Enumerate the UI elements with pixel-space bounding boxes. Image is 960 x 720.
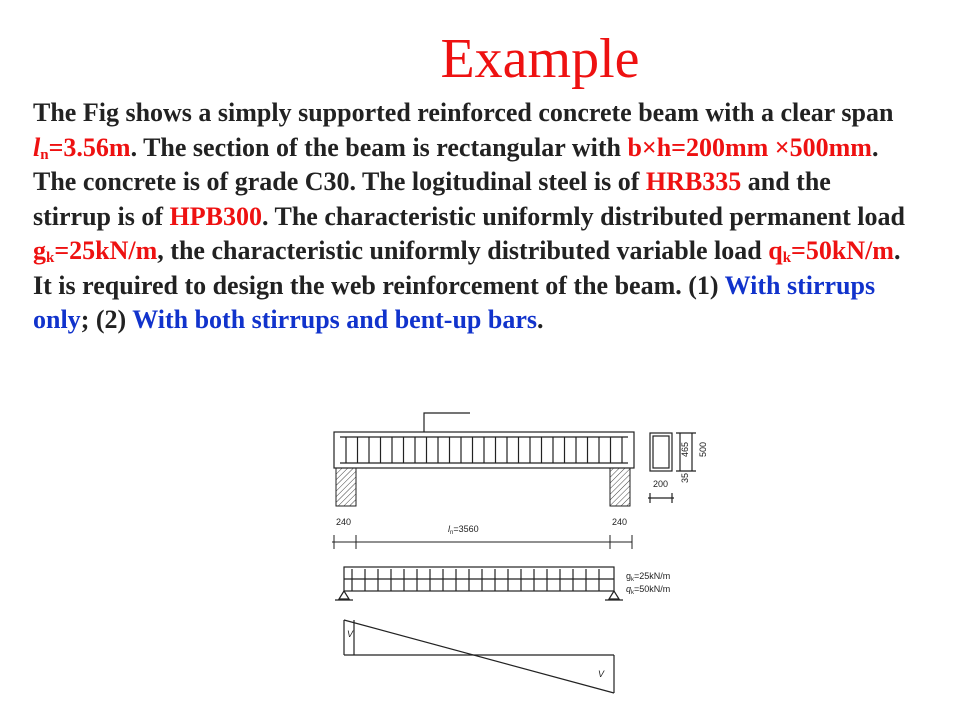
load-diagram [335,567,623,600]
load-arrows [352,569,599,591]
paragraph-segment: . It is required to design the web reinforcement of the beam. (1) [33,236,901,300]
paragraph-segment: With both stirrups and bent-up bars [132,305,538,334]
beam-figure [320,405,720,715]
paragraph-segment: k [782,250,792,266]
dimension-line [332,535,632,549]
support-left-label: 240 [336,517,352,527]
shear-left-label: V [347,629,354,639]
paragraph-segment: n [40,146,49,163]
paragraph-segment: and the stirrup is of [33,167,831,231]
stirrup-lines [346,437,622,463]
supports [336,468,630,506]
paragraph-segment: l [33,132,41,162]
span-label: $l_n=3560$ [448,524,479,536]
section-h-label: 500 [698,441,708,457]
problem-statement [33,96,913,338]
paragraph-segment: =25kN/m [54,236,158,265]
paragraph-segment: HPB300 [169,201,262,231]
paragraph-segment: =50kN/m [791,236,894,265]
paragraph-segment: , the characteristic uniformly distributed variable load [157,236,769,265]
paragraph-segment: . [537,305,544,334]
paragraph-segment: q [768,236,783,265]
paragraph-segment: . The section of the beam is rectangular with [130,132,628,162]
section-h0-label: 465 [680,441,690,457]
paragraph-segment: g [33,236,46,265]
beam-elevation [334,413,634,468]
paragraph-segment: =3.56m [48,132,131,162]
support-right-label: 240 [612,517,628,527]
paragraph-segment: k [46,250,55,266]
paragraph-segment: . The concrete is of grade C30. The logitudinal steel is of [33,132,879,196]
paragraph-segment: ; (2) [80,305,133,334]
section-width-label: 200 [653,479,669,489]
section-cover-label: 35 [680,472,690,483]
load-g-label: $g_k=25kN/m$ [626,571,671,583]
paragraph-segment: The Fig shows a simply supported reinforced concrete beam with a clear span [33,98,894,127]
load-q-label: $q_k=50kN/m$ [626,584,671,596]
paragraph-segment: With stirrups only [33,270,876,334]
paragraph-segment: b×h=200mm ×500mm [627,132,872,162]
paragraph-segment: HRB335 [645,167,742,196]
shear-diagram [344,620,614,693]
slide-title: Example [440,28,640,90]
shear-right-label: V [598,669,605,679]
paragraph-segment: . The characteristic uniformly distributed permanent load [261,201,905,231]
